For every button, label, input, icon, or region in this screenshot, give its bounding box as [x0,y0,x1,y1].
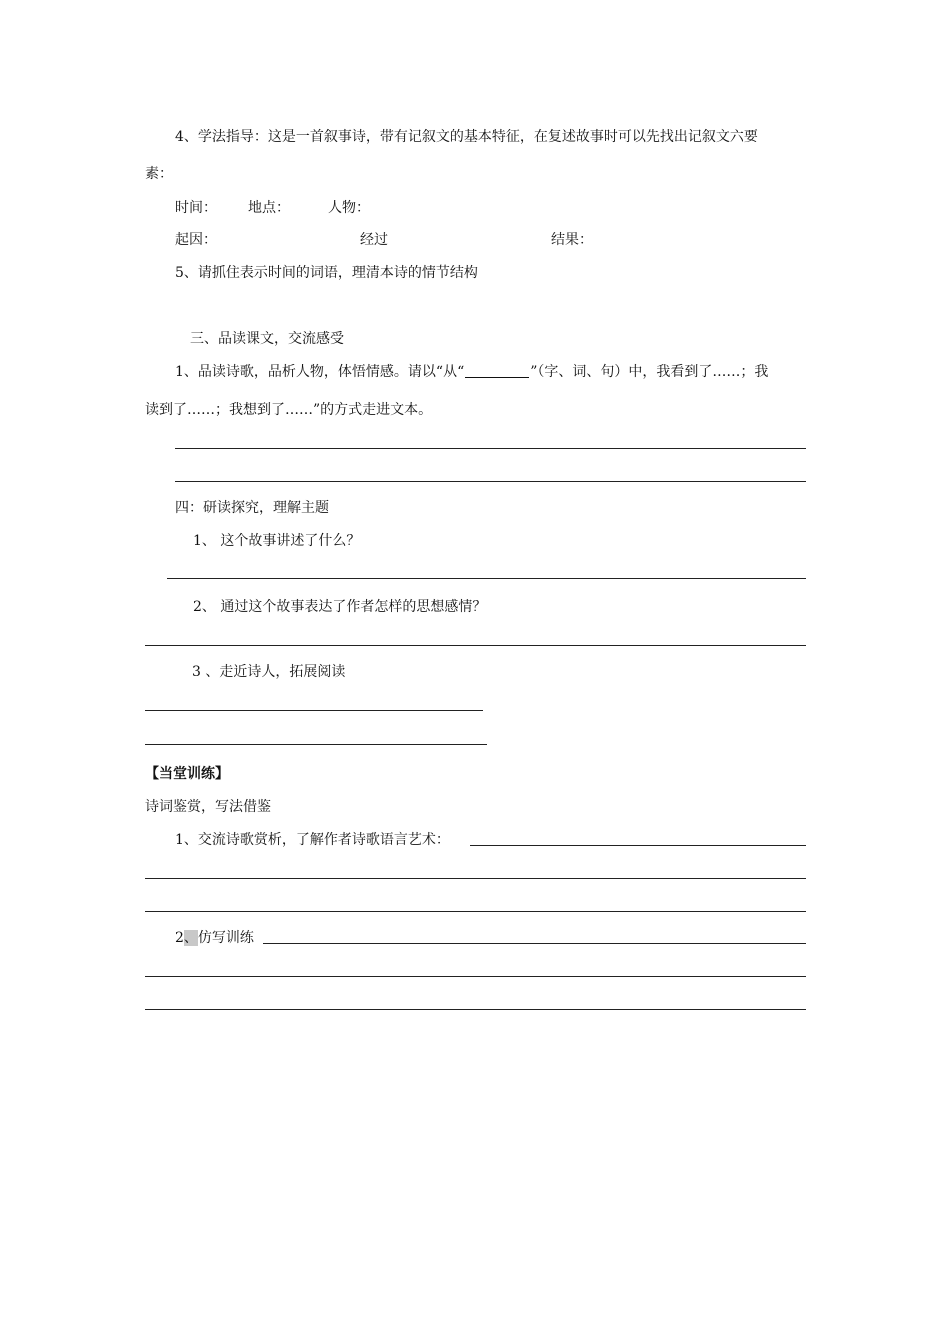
practice-subheading: 诗词鉴赏，写法借鉴 [145,799,271,815]
section3-item1-line2: 读到了……；我想到了……”的方式走进文本。 [145,402,433,418]
answer-line[interactable] [145,878,806,879]
section3-heading: 三、品读课文，交流感受 [190,331,344,347]
label-result: 结果： [551,232,593,248]
answer-line[interactable] [175,448,806,449]
label-place: 地点： [248,200,290,216]
section3-item1-text-a: 1、品读诗歌，品析人物，体悟情感。请以“从“ [175,364,465,380]
label-time: 时间： [175,200,217,216]
answer-line[interactable] [167,578,806,579]
answer-line[interactable] [145,744,487,745]
answer-line[interactable] [145,976,806,977]
section3-item1-text-b: ”（字、词、句）中，我看到了……；我 [530,364,769,380]
practice-heading: 【当堂训练】 [145,766,229,782]
answer-line[interactable] [145,710,483,711]
label-people: 人物： [328,200,370,216]
practice-item2 [175,929,254,947]
practice-item1: 1、交流诗歌赏析，了解作者诗歌语言艺术： [175,832,450,848]
answer-line[interactable] [175,481,806,482]
fill-blank[interactable] [465,363,529,378]
section4-question2: 2、 通过这个故事表达了作者怎样的思想感情？ [193,599,487,615]
answer-line[interactable] [145,1009,806,1010]
section3-item1-line1 [175,363,768,381]
answer-line[interactable] [145,645,806,646]
answer-line[interactable] [470,845,806,846]
practice-item2-number: 2 [175,930,184,946]
answer-line[interactable] [145,911,806,912]
item4-line2: 素： [145,166,173,182]
item4-line1: 4、学法指导：这是一首叙事诗，带有记叙文的基本特征，在复述故事时可以先找出记叙文六要 [175,129,758,145]
section4-heading: 四：研读探究，理解主题 [175,500,329,516]
label-process: 经过 [360,232,388,248]
label-cause: 起因： [175,232,217,248]
item5: 5、请抓住表示时间的词语，理清本诗的情节结构 [175,265,478,281]
practice-item2-mark: 、 [183,930,198,946]
section4-question1: 1、 这个故事讲述了什么？ [193,533,361,549]
practice-item2-text: 仿写训练 [197,930,254,946]
answer-line[interactable] [263,943,806,944]
section4-question3: 3 、走近诗人，拓展阅读 [192,664,346,680]
